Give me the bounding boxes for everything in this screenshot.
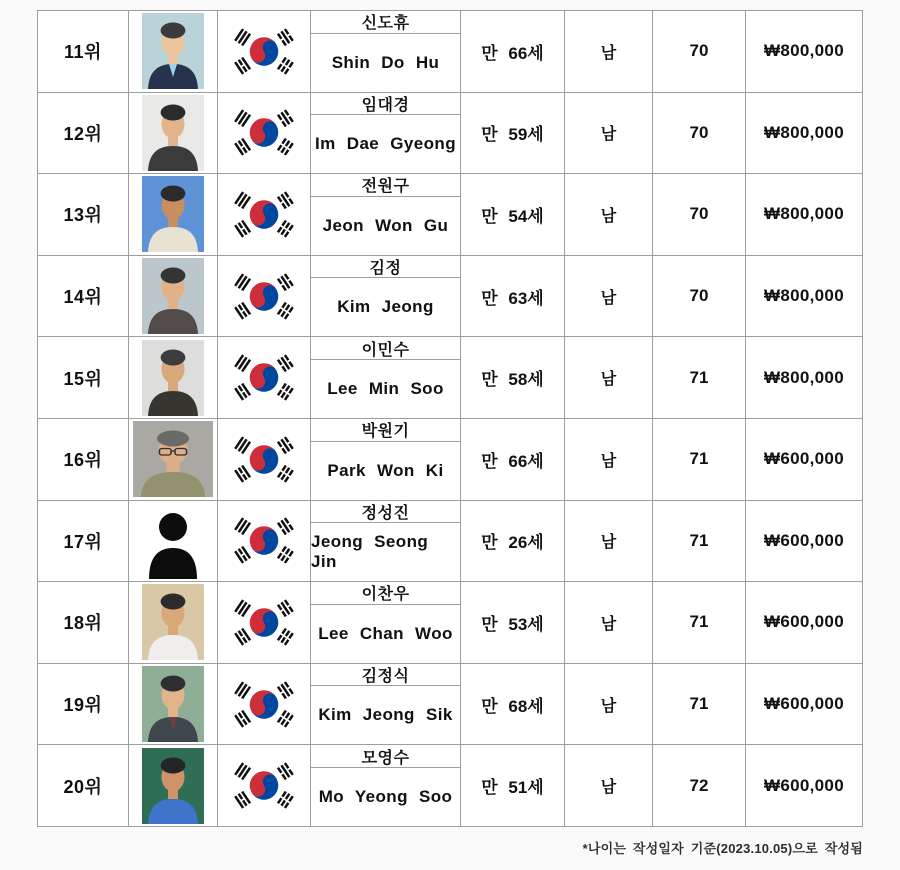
- gender-label: 남: [600, 289, 617, 307]
- age-cell: [461, 174, 565, 255]
- rank-label: 11위: [64, 42, 102, 63]
- rank-label: 13위: [63, 205, 103, 226]
- photo-cell: [129, 501, 218, 582]
- player-name-korean: 이민수: [311, 337, 460, 360]
- person-silhouette-icon: [142, 503, 204, 579]
- table-row: [38, 745, 862, 826]
- prize-label: ₩800,000: [764, 122, 844, 142]
- table-row: [38, 582, 862, 664]
- name-cell: [311, 419, 461, 500]
- age-cell: [461, 664, 565, 745]
- player-name-english: Lee Chan Woo: [318, 623, 453, 643]
- gender-label: 남: [600, 207, 617, 225]
- name-cell: [311, 745, 461, 826]
- table-row: [38, 11, 862, 93]
- score-cell: [653, 745, 746, 826]
- age-cell: [461, 419, 565, 500]
- prize-cell: [746, 582, 862, 663]
- age-cell: [461, 11, 565, 92]
- age-cell: [461, 93, 565, 174]
- rank-label: 20위: [63, 776, 103, 797]
- prize-cell: [746, 11, 862, 92]
- age-cell: [461, 501, 565, 582]
- gender-label: 남: [600, 371, 617, 389]
- rank-label: 12위: [63, 123, 103, 144]
- flag-cell: [218, 11, 311, 92]
- rank-cell: [38, 256, 129, 337]
- gender-label: 남: [600, 779, 617, 797]
- name-cell: [311, 93, 461, 174]
- gender-cell: [565, 93, 653, 174]
- photo-cell: [129, 582, 218, 663]
- flag-cell: [218, 174, 311, 255]
- score-label: 71: [689, 530, 709, 550]
- player-photo: [133, 421, 213, 497]
- prize-cell: [746, 337, 862, 418]
- gender-label: 남: [600, 44, 617, 62]
- player-name-korean: 전원구: [311, 174, 460, 197]
- age-label: 만 63세: [481, 288, 544, 308]
- age-label: 만 51세: [481, 778, 544, 798]
- gender-label: 남: [600, 534, 617, 552]
- south-korea-flag-icon: [221, 757, 307, 814]
- flag-cell: [218, 256, 311, 337]
- score-cell: [653, 501, 746, 582]
- table-row: [38, 174, 862, 256]
- flag-cell: [218, 501, 311, 582]
- score-label: 71: [689, 694, 709, 714]
- name-cell: [311, 337, 461, 418]
- age-cell: [461, 745, 565, 826]
- prize-cell: [746, 745, 862, 826]
- south-korea-flag-icon: [221, 512, 307, 569]
- player-name-korean: 김정식: [311, 664, 460, 687]
- photo-cell: [129, 419, 218, 500]
- name-cell: [311, 11, 461, 92]
- prize-cell: [746, 256, 862, 337]
- south-korea-flag-icon: [221, 431, 307, 488]
- player-name-english: Lee Min Soo: [327, 378, 444, 398]
- flag-cell: [218, 664, 311, 745]
- gender-label: 남: [600, 615, 617, 633]
- south-korea-flag-icon: [221, 23, 307, 80]
- table-row: [38, 256, 862, 338]
- age-footnote: *나이는 작성일자 기준(2023.10.05)으로 작성됨: [582, 841, 863, 856]
- age-label: 만 66세: [481, 451, 544, 471]
- score-cell: [653, 664, 746, 745]
- score-label: 71: [689, 367, 709, 387]
- prize-cell: [746, 501, 862, 582]
- gender-label: 남: [600, 452, 617, 470]
- flag-cell: [218, 93, 311, 174]
- photo-cell: [129, 664, 218, 745]
- score-cell: [653, 256, 746, 337]
- name-cell: [311, 664, 461, 745]
- score-label: 71: [689, 612, 709, 632]
- score-label: 70: [689, 204, 709, 224]
- player-photo: [142, 748, 204, 824]
- age-label: 만 54세: [481, 206, 544, 226]
- rank-cell: [38, 337, 129, 418]
- gender-cell: [565, 419, 653, 500]
- gender-label: 남: [600, 126, 617, 144]
- player-name-english: Park Won Ki: [327, 460, 444, 480]
- player-name-korean: 모영수: [311, 745, 460, 768]
- score-cell: [653, 337, 746, 418]
- name-cell: [311, 256, 461, 337]
- rank-cell: [38, 174, 129, 255]
- table-row: [38, 501, 862, 583]
- gender-cell: [565, 501, 653, 582]
- gender-cell: [565, 664, 653, 745]
- age-label: 만 66세: [481, 43, 544, 63]
- table-row: [38, 664, 862, 746]
- age-label: 만 26세: [481, 533, 544, 553]
- score-cell: [653, 419, 746, 500]
- player-name-korean: 정성진: [311, 501, 460, 524]
- south-korea-flag-icon: [221, 676, 307, 733]
- age-label: 만 68세: [481, 696, 544, 716]
- player-name-english: Im Dae Gyeong: [315, 134, 456, 154]
- rank-cell: [38, 419, 129, 500]
- score-cell: [653, 582, 746, 663]
- score-label: 72: [689, 775, 709, 795]
- rank-cell: [38, 745, 129, 826]
- prize-label: ₩600,000: [764, 612, 844, 632]
- score-label: 70: [689, 122, 709, 142]
- name-cell: [311, 582, 461, 663]
- player-name-english: Kim Jeong: [337, 297, 434, 317]
- prize-cell: [746, 174, 862, 255]
- player-photo: [142, 503, 204, 579]
- photo-cell: [129, 337, 218, 418]
- prize-label: ₩800,000: [764, 367, 844, 387]
- player-name-korean: 박원기: [311, 419, 460, 442]
- rank-cell: [38, 11, 129, 92]
- prize-cell: [746, 419, 862, 500]
- player-name-english: Jeon Won Gu: [322, 215, 449, 235]
- south-korea-flag-icon: [221, 186, 307, 243]
- score-cell: [653, 11, 746, 92]
- flag-cell: [218, 419, 311, 500]
- player-name-korean: 이찬우: [311, 582, 460, 605]
- rank-label: 15위: [63, 368, 103, 389]
- rank-label: 14위: [63, 287, 103, 308]
- rank-label: 16위: [63, 450, 103, 471]
- ranking-table: [37, 10, 863, 827]
- prize-label: ₩600,000: [764, 530, 844, 550]
- rank-label: 19위: [63, 695, 103, 716]
- player-name-english: Shin Do Hu: [331, 52, 440, 72]
- gender-cell: [565, 256, 653, 337]
- age-label: 만 53세: [481, 614, 544, 634]
- table-row: [38, 419, 862, 501]
- rank-cell: [38, 93, 129, 174]
- prize-label: ₩600,000: [764, 694, 844, 714]
- photo-cell: [129, 174, 218, 255]
- player-photo: [142, 258, 204, 334]
- rank-cell: [38, 582, 129, 663]
- south-korea-flag-icon: [221, 349, 307, 406]
- flag-cell: [218, 745, 311, 826]
- age-cell: [461, 582, 565, 663]
- player-photo: [142, 13, 204, 89]
- player-name-korean: 김정: [311, 256, 460, 279]
- age-cell: [461, 337, 565, 418]
- player-name-english: Kim Jeong Sik: [318, 705, 453, 725]
- age-label: 만 59세: [481, 125, 544, 145]
- player-photo: [142, 666, 204, 742]
- prize-label: ₩800,000: [764, 204, 844, 224]
- player-name-korean: 임대경: [311, 93, 460, 116]
- south-korea-flag-icon: [221, 268, 307, 325]
- gender-cell: [565, 745, 653, 826]
- player-photo: [142, 176, 204, 252]
- prize-label: ₩800,000: [764, 286, 844, 306]
- name-cell: [311, 174, 461, 255]
- score-label: 70: [689, 41, 709, 61]
- score-cell: [653, 93, 746, 174]
- prize-cell: [746, 93, 862, 174]
- prize-cell: [746, 664, 862, 745]
- age-cell: [461, 256, 565, 337]
- player-name-korean: 신도휴: [311, 11, 460, 34]
- player-photo: [142, 95, 204, 171]
- gender-cell: [565, 11, 653, 92]
- table-row: [38, 337, 862, 419]
- gender-cell: [565, 174, 653, 255]
- score-cell: [653, 174, 746, 255]
- player-photo: [142, 340, 204, 416]
- prize-label: ₩600,000: [764, 449, 844, 469]
- flag-cell: [218, 582, 311, 663]
- gender-label: 남: [600, 697, 617, 715]
- gender-cell: [565, 582, 653, 663]
- south-korea-flag-icon: [221, 104, 307, 161]
- prize-label: ₩600,000: [764, 775, 844, 795]
- prize-label: ₩800,000: [764, 41, 844, 61]
- player-name-english: Mo Yeong Soo: [318, 786, 453, 806]
- rank-label: 18위: [63, 613, 103, 634]
- player-name-english: Jeong Seong Jin: [311, 532, 429, 572]
- rank-label: 17위: [63, 531, 103, 552]
- score-label: 71: [689, 449, 709, 469]
- name-cell: [311, 501, 461, 582]
- gender-cell: [565, 337, 653, 418]
- rank-cell: [38, 664, 129, 745]
- score-label: 70: [689, 286, 709, 306]
- south-korea-flag-icon: [221, 594, 307, 651]
- photo-cell: [129, 745, 218, 826]
- photo-cell: [129, 11, 218, 92]
- table-row: [38, 93, 862, 175]
- flag-cell: [218, 337, 311, 418]
- player-photo: [142, 584, 204, 660]
- age-label: 만 58세: [481, 370, 544, 390]
- photo-cell: [129, 93, 218, 174]
- rank-cell: [38, 501, 129, 582]
- photo-cell: [129, 256, 218, 337]
